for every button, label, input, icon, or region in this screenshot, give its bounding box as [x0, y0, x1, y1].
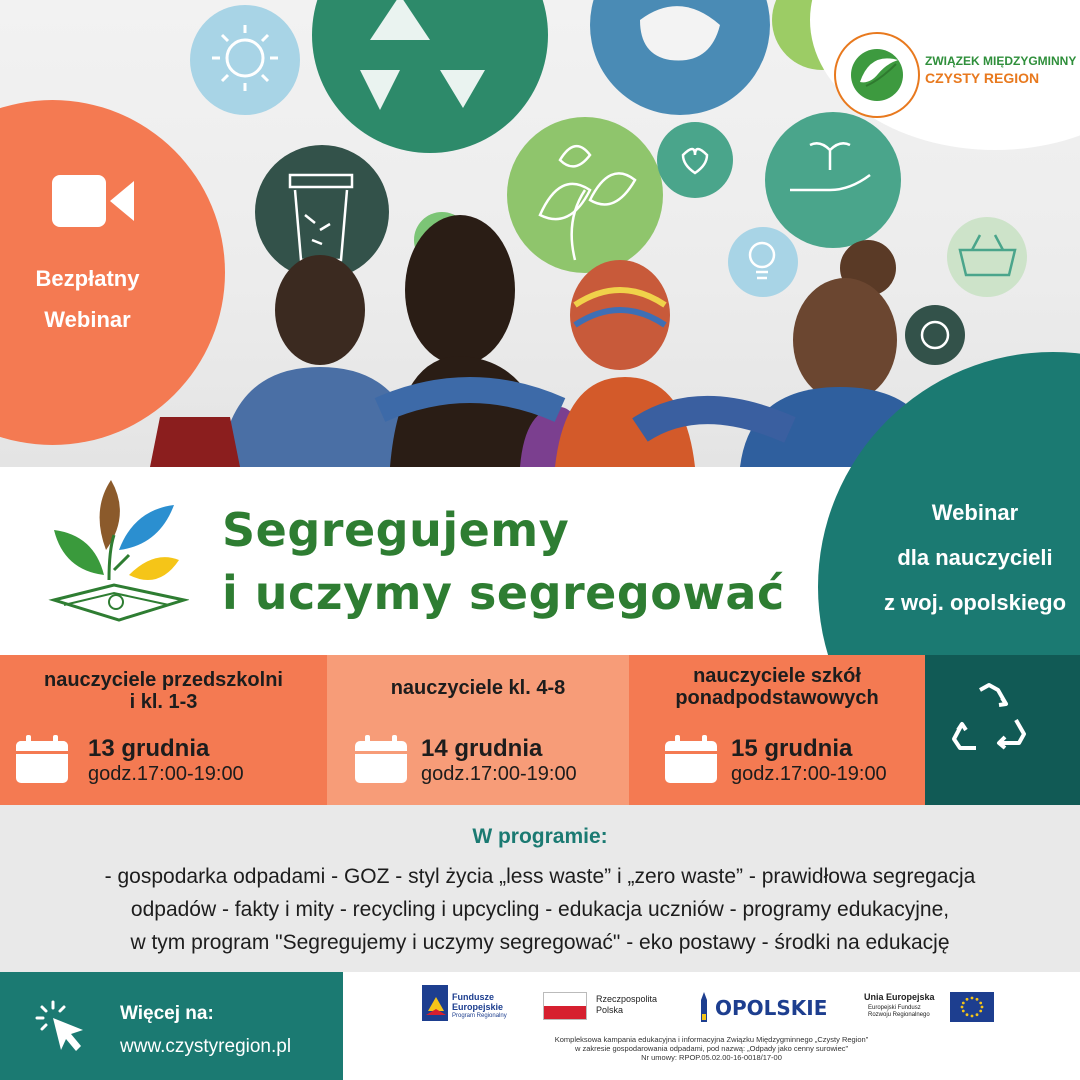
title-line-1: Segregujemy: [222, 503, 570, 557]
session-card-2: [327, 655, 629, 805]
sessions-row: [0, 655, 1080, 805]
program-plant-book-logo: [44, 480, 189, 625]
cursor-click-icon: [35, 1000, 91, 1056]
program-section: [0, 805, 1080, 972]
session-time: godz.17:00-19:00: [88, 763, 244, 785]
session-group: [629, 665, 925, 709]
org-name-line-2: CZYSTY REGION: [925, 70, 1040, 86]
fe-line-1: Fundusze: [452, 992, 494, 1002]
opolskie-tower-icon: [697, 992, 711, 1022]
eu-flag-icon: [950, 992, 994, 1022]
eu-fund: [868, 1005, 930, 1019]
session-group: [0, 669, 327, 713]
free-webinar-text: [0, 258, 175, 340]
title-line-2: i uczymy segregować: [222, 566, 785, 620]
funding-logos: [343, 972, 1080, 1080]
program-line-2: odpadów - fakty i mity - recycling i upcycling - edukacja uczniów - programy edukacyjne,: [130, 898, 950, 921]
calendar-icon: [665, 735, 717, 783]
fe-line-2: Europejskie: [452, 1002, 504, 1012]
footnote-line-3: Nr umowy: RPOP.05.02.00-16-0018/17-00: [641, 1053, 782, 1062]
footnote-line-2: w zakresie gospodarowania odpadami, pod nazwą: „Odpady jako cenny surowiec”: [574, 1044, 849, 1053]
session-time: godz.17:00-19:00: [421, 763, 577, 785]
free-line-2: Webinar: [44, 307, 131, 332]
rp-line-1: Rzeczpospolita: [596, 994, 658, 1004]
website-link[interactable]: www.czystyregion.pl: [120, 1036, 292, 1057]
calendar-icon: [355, 735, 407, 783]
free-line-1: Bezpłatny: [35, 266, 140, 291]
session-card-1: [0, 655, 327, 805]
session-date: 15 grudnia: [731, 735, 853, 762]
campaign-footnote: [343, 1035, 1080, 1062]
program-line-1: - gospodarka odpadami - GOZ - styl życia „less waste” i „zero waste” - prawidłowa segregacja: [104, 865, 976, 888]
session-date: 13 grudnia: [88, 735, 210, 762]
eu-name: Unia Europejska: [864, 992, 935, 1002]
session-time: godz.17:00-19:00: [731, 763, 887, 785]
footnote-line-1: Kompleksowa kampania edukacyjna i informacyjna Związku Międzygminnego „Czysty Region”: [554, 1035, 869, 1044]
rp-name: [596, 994, 657, 1016]
audience-line-3: z woj. opolskiego: [883, 590, 1067, 615]
session-card-3: [629, 655, 925, 805]
session-date: 14 grudnia: [421, 735, 543, 762]
opolskie-logo: OPOLSKIE: [715, 996, 828, 1020]
session-group-line-1: nauczyciele kl. 4-8: [390, 677, 566, 699]
program-title: W programie:: [472, 825, 608, 848]
audience-text: [855, 490, 1080, 625]
polish-flag: [543, 992, 587, 1020]
audience-line-1: Webinar: [931, 500, 1019, 525]
video-camera-icon: [52, 175, 134, 227]
czysty-region-emblem-icon: [832, 30, 922, 120]
eu-fund-line-2: Rozwoju Regionalnego: [868, 1012, 930, 1018]
program-line-3: w tym program "Segregujemy i uczymy segregować" - eko postawy - środki na edukację: [130, 931, 950, 954]
rp-line-2: Polska: [596, 1005, 624, 1015]
more-info-label: Więcej na:: [120, 1003, 214, 1024]
recycle-icon: [950, 682, 1028, 754]
fundusze-europejskie-logo: [422, 985, 448, 1021]
audience-line-2: dla nauczycieli: [897, 545, 1053, 570]
eu-fund-line-1: Europejski Fundusz: [868, 1005, 921, 1011]
session-group-line-2: i kl. 1-3: [129, 691, 198, 713]
calendar-icon: [16, 735, 68, 783]
session-group-line-1: nauczyciele przedszkolni: [44, 669, 283, 691]
session-group-line-2: ponadpodstawowych: [675, 687, 879, 709]
fe-name: [452, 992, 503, 1012]
session-group-line-1: nauczyciele szkół: [693, 665, 861, 687]
fe-subtitle: Program Regionalny: [452, 1013, 507, 1019]
org-name-line-1: ZWIĄZEK MIĘDZYGMINNY: [925, 54, 1077, 68]
session-group: [327, 677, 629, 699]
